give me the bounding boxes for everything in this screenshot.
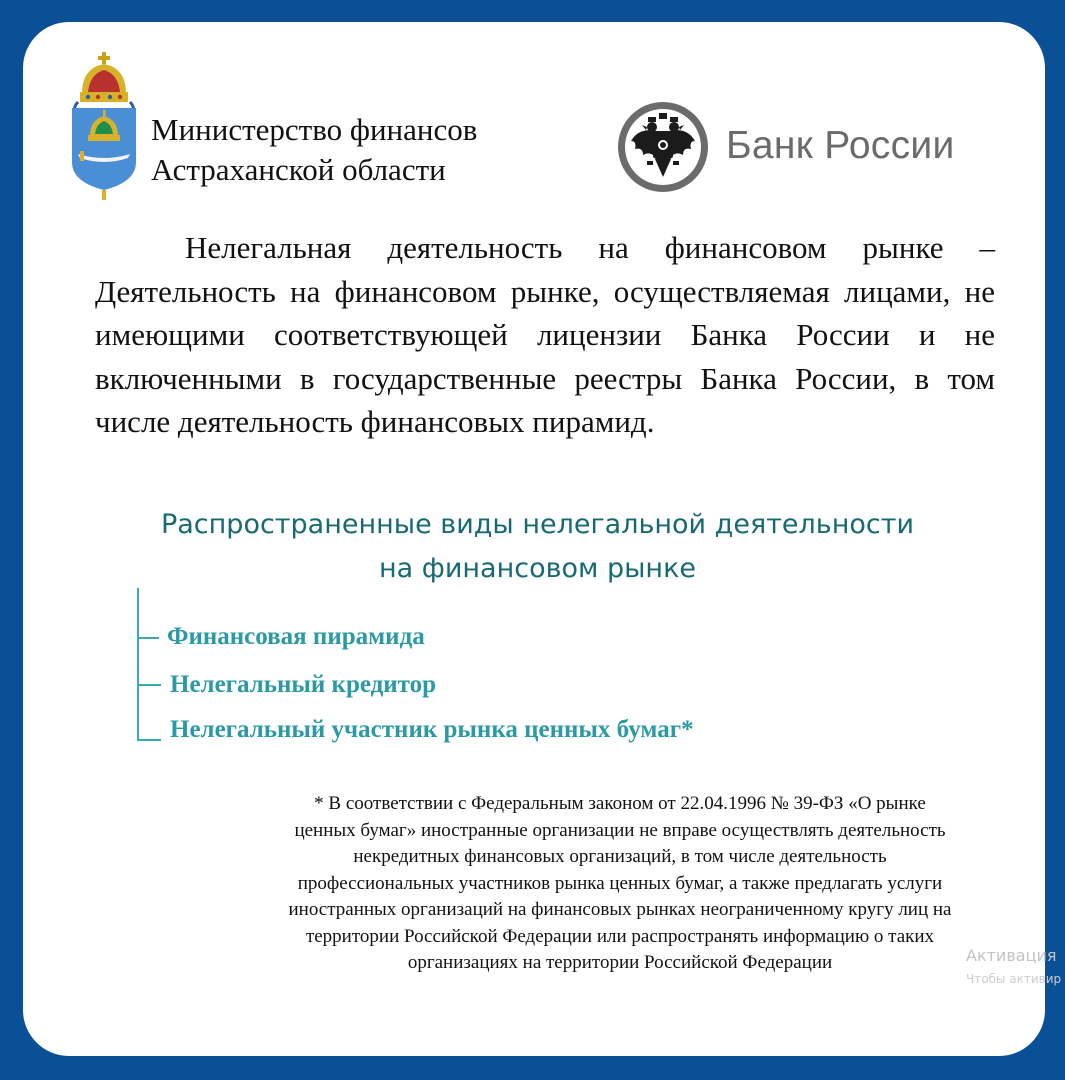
bank-of-russia-title: Банк России	[726, 124, 955, 167]
bank-of-russia-eagle-icon	[617, 101, 709, 193]
types-heading-line1: Распространенные виды нелегальной деятельности	[160, 509, 914, 540]
footnote-line: иностранных организаций на финансовых рынках неограниченному кругу лиц на	[288, 899, 952, 920]
footnote-line: профессиональных участников рынка ценных бумаг, а также предлагать услуги	[297, 872, 943, 894]
list-item-illegal-securities-participant: Нелегальный участник рынка ценных бумаг*	[170, 716, 694, 743]
types-heading-line2: на финансовом рынке	[378, 553, 697, 584]
definition-paragraph: Нелегальная деятельность на финансовом рынке – Деятельность на финансовом рынке, осуществляемая лицами, не имеющими соответствующей лицензии Банка России и не включенными в государственные реестры Банка России, в том числе деятельность финансовых пирамид.	[95, 230, 995, 439]
list-item-illegal-lender: Нелегальный кредитор	[170, 671, 437, 698]
list-bracket-tick	[137, 684, 161, 686]
watermark-line1: Активация	[966, 946, 1057, 965]
footnote-line: территории Российской Федерации или распространять информацию о таких	[305, 925, 935, 947]
list-bracket-line	[137, 588, 139, 741]
ministry-title	[151, 110, 477, 190]
list-bracket-tick	[137, 739, 161, 741]
ministry-title-line2: Астраханской области	[151, 152, 446, 187]
footnote-line: * В соответствии с Федеральным законом от 22.04.1996 № 39-ФЗ «О рынке	[314, 793, 926, 814]
ministry-title-line1: Министерство финансов	[151, 112, 478, 147]
footnote	[230, 791, 1010, 977]
activation-watermark	[960, 940, 1065, 1000]
watermark-line2: Чтобы активир	[966, 972, 1062, 986]
footnote-line: ценных бумаг» иностранные организации не вправе осуществлять деятельность	[294, 819, 946, 841]
footnote-line: некредитных финансовых организаций, в том числе деятельность	[353, 846, 887, 867]
list-item-financial-pyramid: Финансовая пирамида	[167, 623, 425, 650]
footnote-line: организациях на территории Российской Федерации	[407, 952, 833, 973]
list-bracket-tick	[137, 637, 159, 639]
types-heading	[110, 503, 965, 591]
astrakhan-coat-of-arms-icon	[68, 50, 140, 202]
